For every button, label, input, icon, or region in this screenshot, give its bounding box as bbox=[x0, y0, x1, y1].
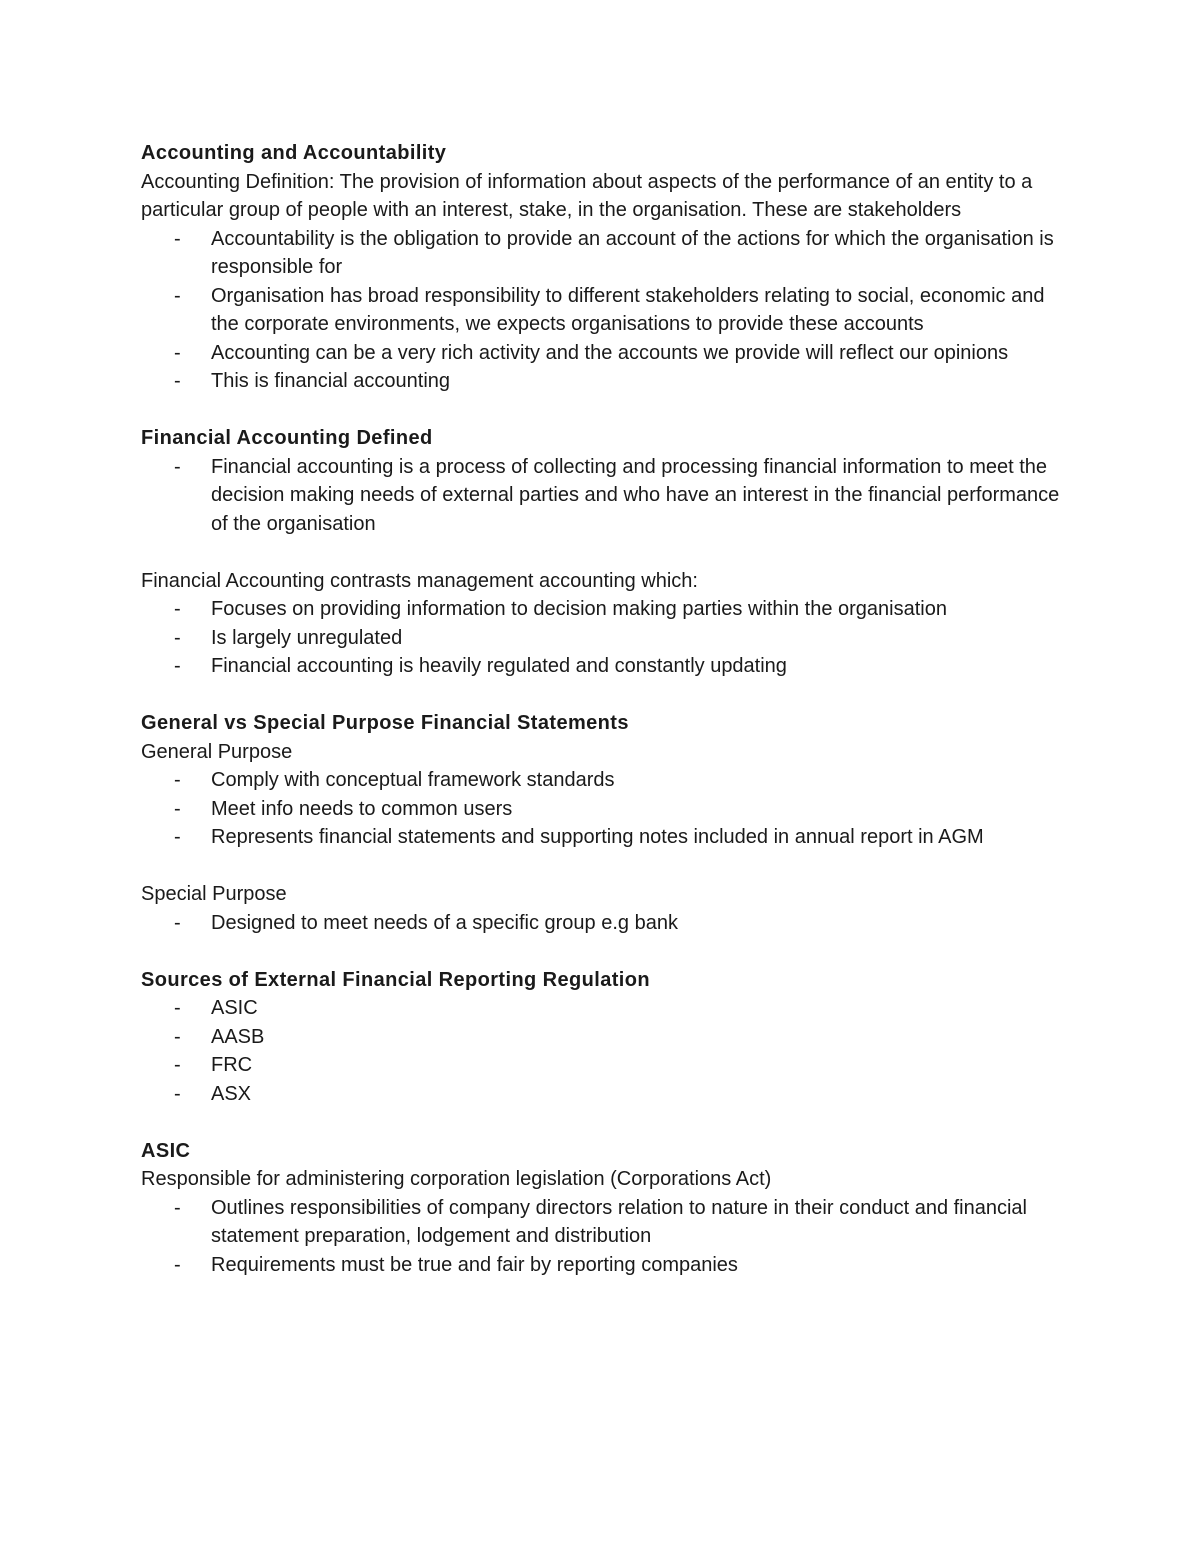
spacer bbox=[141, 852, 1061, 881]
document-page bbox=[141, 139, 1061, 1279]
bullet-list bbox=[141, 766, 1061, 852]
list-item: - Is largely unregulated bbox=[141, 624, 1061, 653]
list-item: - ASX bbox=[141, 1080, 1061, 1109]
section-heading: Accounting and Accountability bbox=[141, 142, 447, 164]
section-heading: Financial Accounting Defined bbox=[141, 427, 433, 449]
list-item: - Represents financial statements and supporting notes included in annual report in AGM bbox=[141, 823, 1061, 852]
section-sources-regulation bbox=[141, 966, 1061, 1109]
section-heading: General vs Special Purpose Financial Statements bbox=[141, 712, 629, 734]
list-item: - Requirements must be true and fair by reporting companies bbox=[141, 1251, 1061, 1280]
bullet-list bbox=[141, 225, 1061, 396]
general-purpose-label: General Purpose bbox=[141, 740, 293, 763]
section-accounting-accountability bbox=[141, 139, 1061, 396]
section-heading: ASIC bbox=[141, 1139, 191, 1162]
accounting-definition: Accounting Definition: The provision of information about aspects of the performance of an entity to a particular group of people with an interest, stake, in the organisation. These are stakeholders bbox=[141, 170, 1033, 221]
list-item: - Focuses on providing information to decision making parties within the organisation bbox=[141, 595, 1061, 624]
list-item: - Financial accounting is a process of collecting and processing financial information to meet the decision making needs of external parties and who have an interest in the financial performance of the organisation bbox=[141, 453, 1061, 539]
list-item: - Outlines responsibilities of company directors relation to nature in their conduct and financial statement preparation, lodgement and distribution bbox=[141, 1194, 1061, 1251]
list-item: - This is financial accounting bbox=[141, 367, 1061, 396]
list-item: - Designed to meet needs of a specific group e.g bank bbox=[141, 909, 1061, 938]
list-item: - Organisation has broad responsibility to different stakeholders relating to social, economic and the corporate environments, we expects organisations to provide these accounts bbox=[141, 282, 1061, 339]
section-financial-accounting-defined bbox=[141, 424, 1061, 681]
section-asic bbox=[141, 1137, 1061, 1280]
list-item: - Financial accounting is heavily regulated and constantly updating bbox=[141, 652, 1061, 681]
bullet-list bbox=[141, 595, 1061, 681]
bullet-list bbox=[141, 909, 1061, 938]
list-item: - AASB bbox=[141, 1023, 1061, 1052]
list-item: - Comply with conceptual framework standards bbox=[141, 766, 1061, 795]
asic-intro: Responsible for administering corporation legislation (Corporations Act) bbox=[141, 1168, 772, 1190]
spacer bbox=[141, 538, 1061, 567]
list-item: - Accountability is the obligation to provide an account of the actions for which the organisation is responsible for bbox=[141, 225, 1061, 282]
special-purpose-label: Special Purpose bbox=[141, 883, 287, 905]
list-item: - ASIC bbox=[141, 994, 1061, 1023]
list-item: - Accounting can be a very rich activity and the accounts we provide will reflect our opinions bbox=[141, 339, 1061, 368]
list-item: - FRC bbox=[141, 1051, 1061, 1080]
contrast-intro: Financial Accounting contrasts management accounting which: bbox=[141, 569, 698, 592]
section-heading: Sources of External Financial Reporting Regulation bbox=[141, 968, 650, 991]
bullet-list bbox=[141, 994, 1061, 1108]
bullet-list bbox=[141, 453, 1061, 539]
bullet-list bbox=[141, 1194, 1061, 1280]
section-general-vs-special bbox=[141, 709, 1061, 937]
list-item: - Meet info needs to common users bbox=[141, 795, 1061, 824]
